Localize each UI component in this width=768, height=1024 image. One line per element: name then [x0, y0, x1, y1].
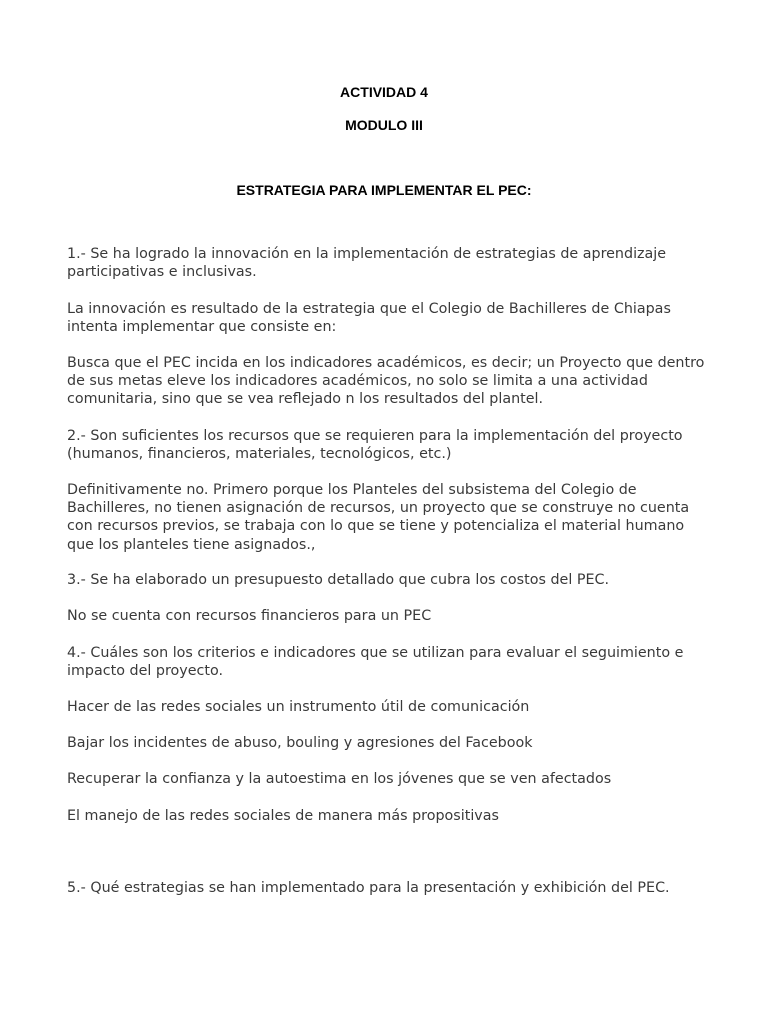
answer-1-intro: La innovación es resultado de la estrategia que el Colegio de Bachilleres de Chiapas intenta implementar que consiste en: [67, 301, 671, 336]
criterion-4: El manejo de las redes sociales de manera más propositivas [67, 808, 499, 824]
question-5: 5.- Qué estrategias se han implementado para la presentación y exhibición del PEC. [67, 880, 670, 896]
question-3: 3.- Se ha elaborado un presupuesto detallado que cubra los costos del PEC. [67, 572, 610, 588]
module-heading: MODULO III [345, 117, 423, 133]
answer-1-detail: Busca que el PEC incida en los indicadores académicos, es decir; un Proyecto que dentro de sus metas eleve los indicadores académicos, no solo se limita a una actividad comunitaria, sino que se vea reflejado n los resultados del plantel. [67, 355, 705, 408]
criterion-1: Hacer de las redes sociales un instrumento útil de comunicación [67, 699, 530, 715]
document-title: ACTIVIDAD 4 [340, 84, 428, 100]
question-1: 1.- Se ha logrado la innovación en la implementación de estrategias de aprendizaje participativas e inclusivas. [67, 246, 667, 281]
answer-3: No se cuenta con recursos financieros para un PEC [67, 608, 432, 624]
criterion-3: Recuperar la confianza y la autoestima en los jóvenes que se ven afectados [67, 771, 612, 787]
criterion-2: Bajar los incidentes de abuso, bouling y agresiones del Facebook [67, 735, 533, 751]
section-subtitle: ESTRATEGIA PARA IMPLEMENTAR EL PEC: [236, 182, 532, 198]
question-2: 2.- Son suficientes los recursos que se requieren para la implementación del proyecto (humanos, financieros, materiales, tecnológicos, etc.) [67, 428, 683, 463]
question-4: 4.- Cuáles son los criterios e indicadores que se utilizan para evaluar el seguimiento e impacto del proyecto. [67, 645, 684, 680]
answer-2: Definitivamente no. Primero porque los Planteles del subsistema del Colegio de Bachilleres, no tienen asignación de recursos, un proyecto que se construye no cuenta con recursos previos, se trabaja con lo que se tiene y potencializa el material humano que los planteles tiene asignados., [67, 482, 690, 553]
